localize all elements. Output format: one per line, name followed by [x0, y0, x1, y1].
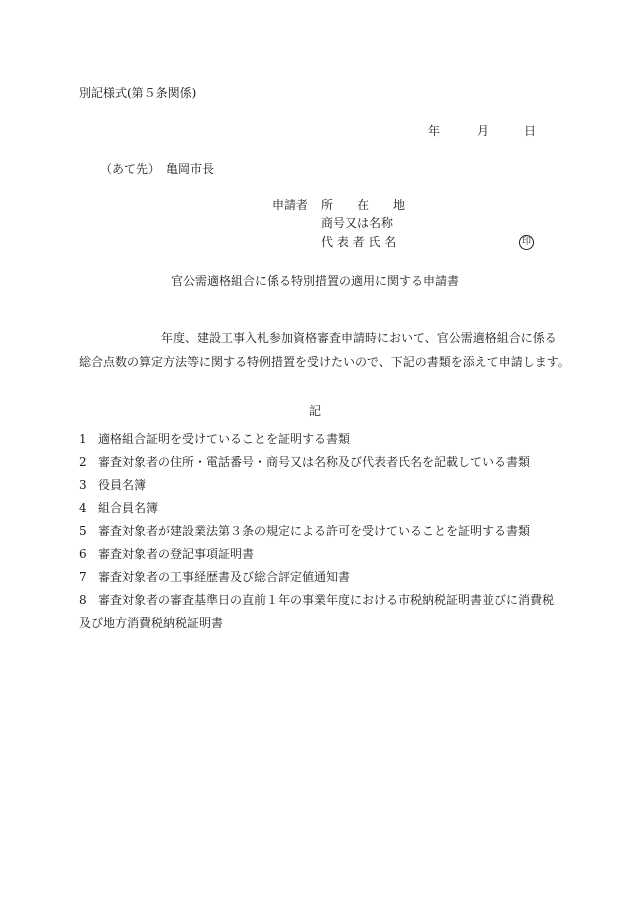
- applicant-label: 申請者: [272, 198, 309, 212]
- body-line-1: 年度、建設工事入札参加資格審査申請時において、官公需適格組合に係る: [161, 331, 557, 345]
- date-month: 月: [477, 124, 490, 138]
- date-year: 年: [428, 124, 441, 138]
- address-label: 所 在 地: [321, 198, 406, 212]
- date-day: 日: [524, 124, 537, 138]
- list-item: 4 組合員名簿: [79, 501, 159, 515]
- list-item: 3 役員名簿: [79, 478, 147, 492]
- form-label: 別記様式(第５条関係): [79, 86, 197, 100]
- list-item: 2 審査対象者の住所・電話番号・商号又は名称及び代表者氏名を記載している書類: [79, 455, 531, 469]
- list-item-text: 組合員名簿: [98, 501, 159, 515]
- ki-heading: 記: [309, 404, 322, 418]
- representative-label: 代 表 者 氏 名: [321, 235, 397, 249]
- list-item-text: 役員名簿: [98, 478, 147, 492]
- seal-mark: 印: [519, 235, 534, 250]
- list-item-text: 審査対象者が建設業法第３条の規定による許可を受けていることを証明する書類: [98, 524, 531, 538]
- list-item: 7 審査対象者の工事経歴書及び総合評定値通知書: [79, 570, 351, 584]
- addressee: （あて先） 亀岡市長: [100, 162, 215, 176]
- list-item: 6 審査対象者の登記事項証明書: [79, 547, 255, 561]
- list-item: 5 審査対象者が建設業法第３条の規定による許可を受けていることを証明する書類: [79, 524, 531, 538]
- document-title: 官公需適格組合に係る特別措置の適用に関する申請書: [171, 274, 460, 288]
- list-item-text: 審査対象者の工事経歴書及び総合評定値通知書: [98, 570, 351, 584]
- company-name-label: 商号又は名称: [321, 216, 394, 230]
- body-line-2: 総合点数の算定方法等に関する特例措置を受けたいので、下記の書類を添えて申請します。: [79, 355, 570, 369]
- list-item: 8 審査対象者の審査基準日の直前１年の事業年度における市税納税証明書並びに消費税及び地方消費税納税証明書: [79, 593, 555, 630]
- list-item-text: 審査対象者の登記事項証明書: [98, 547, 255, 561]
- list-item-text: 適格組合証明を受けていることを証明する書類: [98, 432, 351, 446]
- list-item-text: 審査対象者の審査基準日の直前１年の事業年度における市税納税証明書並びに消費税及び地方消費税納税証明書: [79, 593, 555, 630]
- list-item: 1 適格組合証明を受けていることを証明する書類: [79, 432, 351, 446]
- list-item-text: 審査対象者の住所・電話番号・商号又は名称及び代表者氏名を記載している書類: [98, 455, 531, 469]
- attachment-list: [79, 428, 559, 635]
- body-paragraph: [79, 326, 570, 374]
